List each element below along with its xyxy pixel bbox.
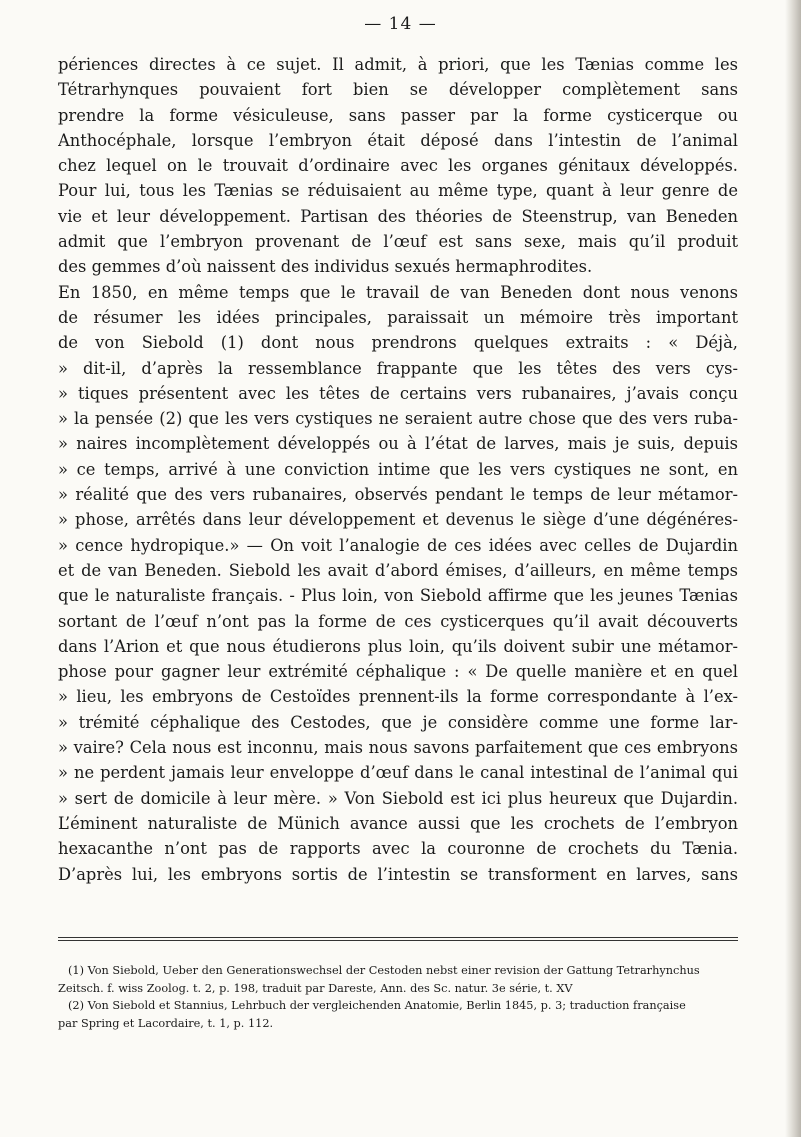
body-line: périences directes à ce sujet. Il admit, à priori, que les Tænias comme les [58,55,738,74]
body-line: » la pensée (2) que les vers cystiques ne seraient autre chose que des vers ruba- [58,409,738,429]
body-line: D’après lui, les embryons sortis de l’intestin se transforment en larves, sans [58,864,738,884]
body-line: » trémité céphalique des Cestodes, que je considère comme une forme lar- [58,712,738,732]
body-line: de résumer les idées principales, paraissait un mémoire très important [58,307,738,327]
body-line: dans l’Arion et que nous étudierons plus loin, qu’ils doivent subir une métamor- [58,636,738,656]
footnote-line: (1) Von Siebold, Ueber den Generationswechsel der Cestoden nebst einer revision der Gattung Tetrarhynchus [68,964,700,977]
body-line: » tiques présentent avec les têtes de certains vers rubanaires, j’avais conçu [58,383,738,403]
body-line: phose pour gagner leur extrémité céphalique : « De quelle manière et en quel [58,662,738,682]
body-line: admit que l’embryon provenant de l’œuf est sans sexe, mais qu’il produit [58,232,738,252]
body-line: » phose, arrêtés dans leur développement et devenus le siège d’une dégénéres- [58,510,738,530]
body-line: » réalité que des vers rubanaires, observés pendant le temps de leur métamor- [58,485,738,505]
body-line: Pour lui, tous les Tænias se réduisaient au même type, quant à leur genre de [58,181,738,201]
footnote-line: (2) Von Siebold et Stannius, Lehrbuch der vergleichenden Anatomie, Berlin 1845, p. 3; traduction française [68,999,686,1012]
body-line: » sert de domicile à leur mère. » Von Siebold est ici plus heureux que Dujardin. [58,788,738,808]
body-line: » vaire? Cela nous est inconnu, mais nous savons parfaitement que ces embryons [58,738,738,758]
body-line: » dit-il, d’après la ressemblance frappante que les têtes des vers cys- [58,358,738,378]
body-line: Anthocéphale, lorsque l’embryon était déposé dans l’intestin de l’animal [58,130,738,150]
body-line: » ne perdent jamais leur enveloppe d’œuf dans le canal intestinal de l’animal qui [58,763,738,783]
body-line: En 1850, en même temps que le travail de van Beneden dont nous venons [58,282,738,302]
body-line: des gemmes d’où naissent des individus sexués hermaphrodites. [58,257,593,277]
footnote-line: par Spring et Lacordaire, t. 1, p. 112. [58,1016,274,1030]
body-line: chez lequel on le trouvait d’ordinaire avec les organes génitaux développés. [58,156,738,176]
body-line: et de van Beneden. Siebold les avait d’abord émises, d’ailleurs, en même temps [58,560,738,580]
body-line: sortant de l’œuf n’ont pas la forme de ces cysticerques qu’il avait découverts [58,611,738,631]
body-line: de von Siebold (1) dont nous prendrons quelques extraits : « Déjà, [58,333,738,353]
body-text [58,52,738,887]
body-line: prendre la forme vésiculeuse, sans passer par la forme cysticerque ou [58,105,738,125]
body-line: hexacanthe n’ont pas de rapports avec la couronne de crochets du Tænia. [58,839,738,859]
body-line: » lieu, les embryons de Cestoïdes prennent-ils la forme correspondante à l’ex- [58,687,738,707]
body-line: Tétrarhynques pouvaient fort bien se développer complètement sans [58,80,738,100]
body-line: » naires incomplètement développés ou à l’état de larves, mais je suis, depuis [58,434,738,454]
footnote-rule-secondary [58,940,738,941]
body-line: » cence hydropique.» — On voit l’analogie de ces idées avec celles de Dujardin [58,535,738,555]
page-number: — 14 — [364,14,437,34]
footnote-rule [58,937,738,938]
page-edge-shadow [785,0,801,1137]
body-line: vie et leur développement. Partisan des théories de Steenstrup, van Beneden [58,206,738,226]
footnotes [58,962,738,1032]
footnote-line: Zeitsch. f. wiss Zoolog. t. 2, p. 198, traduit par Dareste, Ann. des Sc. natur. 3e série, t. XV [58,981,573,995]
body-line: que le naturaliste français. - Plus loin, von Siebold affirme que les jeunes Tænias [58,586,738,606]
body-line: L’éminent naturaliste de Münich avance aussi que les crochets de l’embryon [58,813,738,833]
body-line: » ce temps, arrivé à une conviction intime que les vers cystiques ne sont, en [58,459,738,479]
